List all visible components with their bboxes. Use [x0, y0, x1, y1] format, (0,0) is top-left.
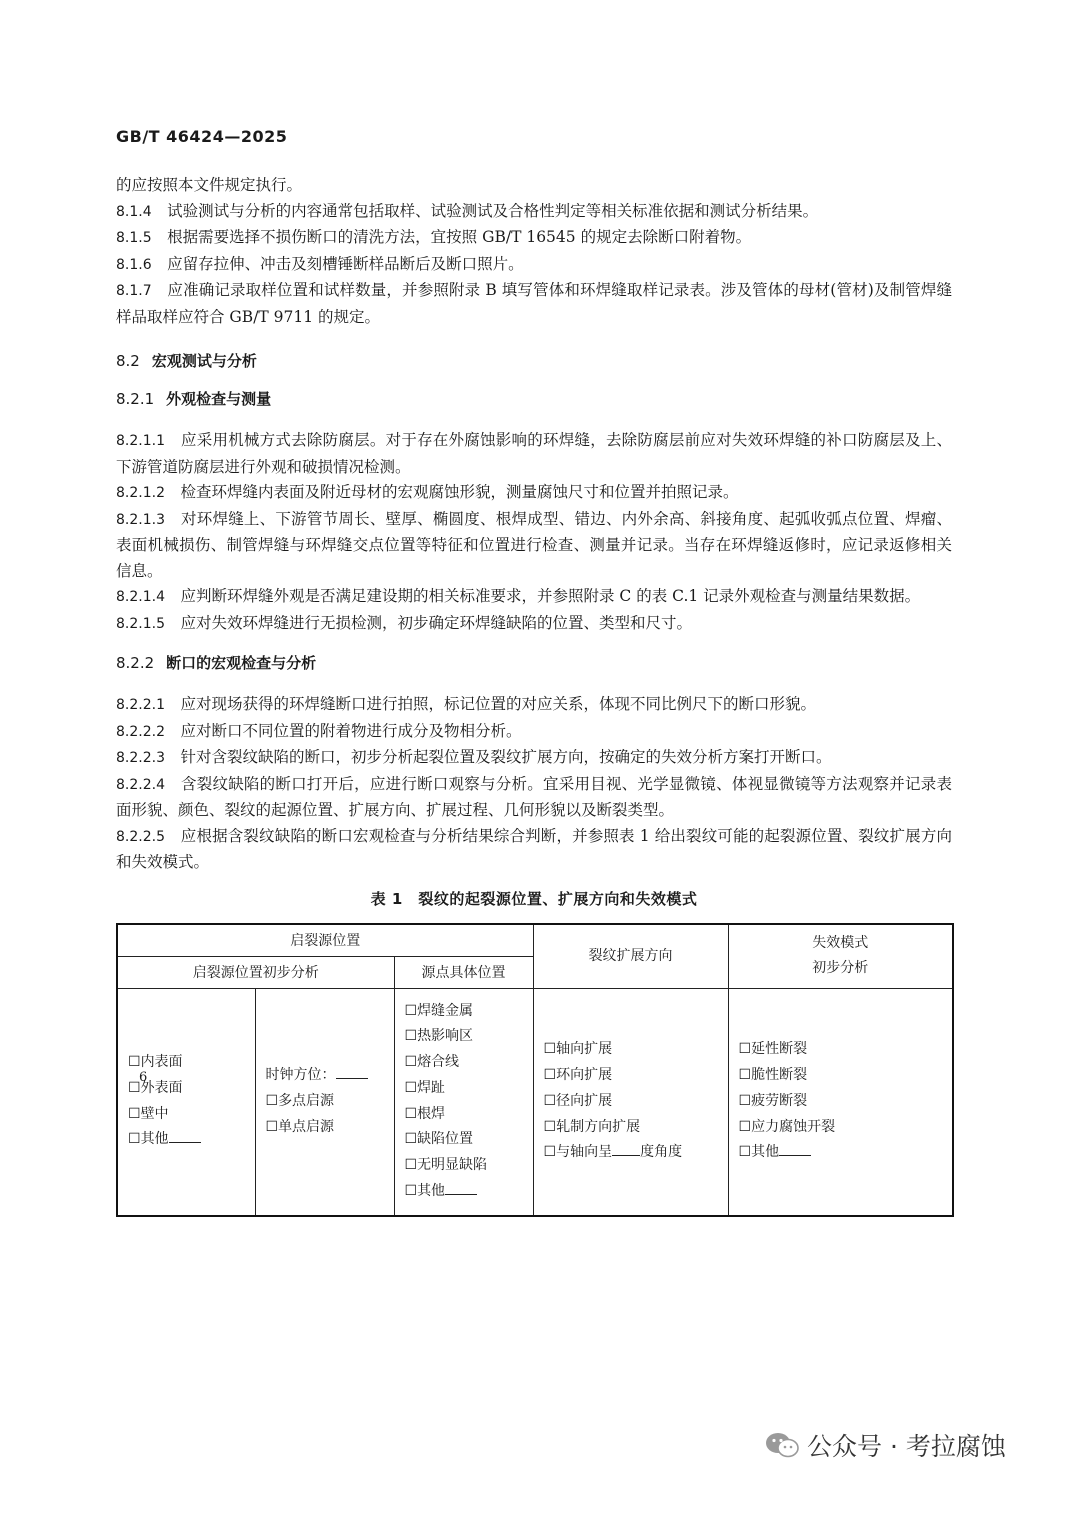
paragraph: 8.2.1.3 对环焊缝上、下游管节周长、壁厚、椭圆度、根焊成型、错边、内外余高、斜接角度、起弧收弧点位置、焊瘤、表面机械损伤、制管焊缝与环焊缝交点位置等特征和位置进行检查、测量并记录。当存在环焊缝返修时，应记录返修相关信息。 [116, 509, 952, 580]
option[interactable]: ☐径向扩展 [543, 1092, 613, 1109]
standard-code: GB/T 46424—2025 [116, 127, 288, 146]
crack-origin-table [116, 923, 954, 1217]
paragraph: 8.1.4 试验测试与分析的内容通常包括取样、试验测试及合格性判定等相关标准依据和测试分析结果。 [116, 201, 819, 220]
cell-specific-position [394, 988, 533, 1216]
paragraph: 8.2.1.1 应采用机械方式去除防腐层。对于存在外腐蚀影响的环焊缝，去除防腐层前应对失效环焊缝的补口防腐层及上、下游管道防腐层进行外观和破损情况检测。 [116, 431, 952, 476]
blank-line[interactable] [445, 1180, 477, 1195]
paragraph: 8.1.6 应留存拉伸、冲击及刻槽锤断样品断后及断口照片。 [116, 254, 524, 273]
option[interactable]: ☐内表面 [128, 1054, 183, 1071]
option[interactable]: ☐焊缝金属 [404, 1002, 474, 1019]
header-origin: 启裂源位置 [117, 924, 533, 957]
paragraph: 8.1.7 应准确记录取样位置和试样数量，并参照附录 B 填写管体和环焊缝取样记录表。涉及管体的母材(管材)及制管焊缝样品取样应符合 GB/T 9711 的规定。 [116, 281, 952, 326]
blank-line[interactable] [169, 1128, 201, 1143]
option[interactable]: ☐脆性断裂 [738, 1066, 808, 1083]
header-origin-specific: 源点具体位置 [394, 956, 533, 988]
option[interactable]: ☐缺陷位置 [404, 1131, 474, 1148]
cell-direction [533, 988, 728, 1216]
option[interactable]: ☐单点启源 [265, 1118, 335, 1135]
option[interactable]: ☐熔合线 [404, 1054, 460, 1071]
option[interactable]: ☐与轴向呈 度角度 [544, 1140, 728, 1166]
option[interactable]: ☐轴向扩展 [543, 1041, 613, 1058]
paragraph: 8.2.1.5 应对失效环焊缝进行无损检测，初步确定环焊缝缺陷的位置、类型和尺寸。 [116, 613, 693, 632]
document-body [116, 173, 952, 1217]
paragraph-group-8-2-1 [116, 428, 952, 637]
option[interactable]: ☐根焊 [404, 1105, 446, 1122]
watermark [765, 1427, 1006, 1463]
header-direction: 裂纹扩展方向 [533, 924, 728, 989]
cell-failure-mode [728, 988, 953, 1216]
cell-clock-source [255, 988, 394, 1216]
paragraph: 8.2.2.5 应根据含裂纹缺陷的断口宏观检查与分析结果综合判断，并参照表 1 给出裂纹可能的起裂源位置、裂纹扩展方向和失效模式。 [116, 826, 952, 871]
clock-position-field[interactable]: 时钟方位： [266, 1063, 394, 1089]
paragraph: 8.2.2.2 应对断口不同位置的附着物进行成分及物相分析。 [116, 721, 522, 740]
cell-surface [117, 988, 255, 1216]
section-heading-8-2-2: 8.2.2 断口的宏观检查与分析 [116, 654, 317, 672]
watermark-text: 公众号 · 考拉腐蚀 [807, 1432, 1006, 1461]
option[interactable]: ☐壁中 [128, 1105, 169, 1122]
option[interactable]: ☐其他 [405, 1179, 533, 1205]
header-origin-prelim: 启裂源位置初步分析 [117, 956, 394, 988]
header-mode: 失效模式 初步分析 [728, 924, 953, 989]
paragraph: 8.2.2.4 含裂纹缺陷的断口打开后，应进行断口观察与分析。宜采用目视、光学显微镜、体视显微镜等方法观察并记录表面形貌、颜色、裂纹的起源位置、扩展方向、扩展过程、几何形貌以及断裂类型。 [116, 774, 952, 819]
section-heading-8-2: 8.2 宏观测试与分析 [116, 352, 257, 370]
option[interactable]: ☐环向扩展 [543, 1066, 613, 1083]
option[interactable]: ☐其他 [739, 1140, 953, 1166]
blank-line[interactable] [779, 1141, 811, 1156]
paragraph: 8.2.1.4 应判断环焊缝外观是否满足建设期的相关标准要求，并参照附录 C 的表 C.1 记录外观检查与测量结果数据。 [116, 587, 921, 605]
paragraph-group-8-1 [116, 173, 952, 330]
page-number: 6 [139, 1070, 148, 1085]
paragraph: 8.2.2.1 应对现场获得的环焊缝断口进行拍照，标记位置的对应关系，体现不同比例尺下的断口形貌。 [116, 695, 817, 713]
table-caption: 表 1 裂纹的起裂源位置、扩展方向和失效模式 [370, 889, 698, 908]
option[interactable]: ☐延性断裂 [738, 1041, 808, 1058]
option[interactable]: ☐其他 [128, 1127, 255, 1153]
paragraph: 8.1.5 根据需要选择不损伤断口的清洗方法，宜按照 GB/T 16545 的规定去除断口附着物。 [116, 228, 752, 246]
paragraph: 8.2.1.2 检查环焊缝内表面及附近母材的宏观腐蚀形貌，测量腐蚀尺寸和位置并拍照记录。 [116, 483, 739, 501]
option[interactable]: ☐热影响区 [404, 1028, 474, 1045]
paragraph: 8.2.2.3 针对含裂纹缺陷的断口，初步分析起裂位置及裂纹扩展方向，按确定的失效分析方案打开断口。 [116, 748, 832, 766]
option[interactable]: ☐疲劳断裂 [738, 1092, 808, 1109]
paragraph-group-8-2-2 [116, 692, 952, 876]
option[interactable]: ☐外表面 [128, 1079, 183, 1096]
option[interactable]: ☐应力腐蚀开裂 [738, 1118, 836, 1135]
wechat-icon [765, 1431, 799, 1459]
blank-line[interactable] [612, 1141, 640, 1156]
section-heading-8-2-1: 8.2.1 外观检查与测量 [116, 390, 272, 408]
option[interactable]: ☐焊趾 [404, 1079, 446, 1096]
paragraph: 的应按照本文件规定执行。 [116, 176, 303, 194]
option[interactable]: ☐多点启源 [265, 1092, 335, 1109]
option[interactable]: ☐无明显缺陷 [404, 1157, 488, 1174]
option[interactable]: ☐轧制方向扩展 [543, 1118, 641, 1135]
blank-line[interactable] [336, 1064, 368, 1079]
